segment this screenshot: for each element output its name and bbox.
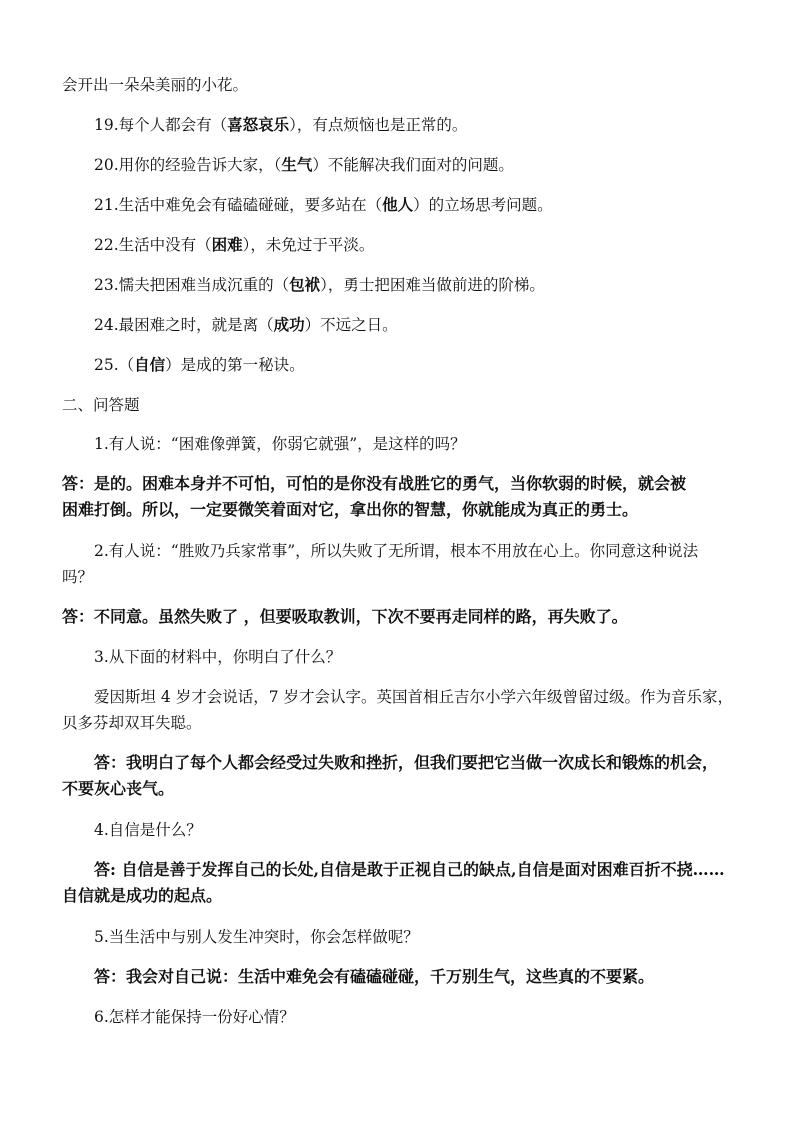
question-4: 4.自信是什么？ — [94, 821, 202, 839]
question-5: 5.当生活中与别人发生冲突时，你会怎样做呢？ — [94, 928, 419, 946]
fill-answer: 生气 — [281, 155, 313, 174]
answer-3-line-1: 答：我明白了每个人都会经受过失败和挫折，但我们要把它当做一次成长和锻炼的机会， — [94, 753, 719, 772]
fill-item-22: 22.生活中没有（困难），未免过于平淡。 — [94, 235, 375, 254]
material-3-line-1: 爱因斯坦 4 岁才会说话，7 岁才会认字。英国首相丘吉尔小学六年级曾留过级。作为音乐家， — [94, 688, 734, 706]
question-1: 1.有人说：“困难像弹簧，你弱它就强”，是这样的吗？ — [94, 435, 466, 453]
answer-4-line-2: 自信就是成功的起点。 — [62, 886, 223, 905]
answer-4-line-1: 答: 自信是善于发挥自己的长处,自信是敢于正视自己的缺点,自信是面对困难百折不挠…… — [94, 860, 725, 879]
answer-5: 答：我会对自己说：生活中难免会有磕磕碰碰，千万别生气，这些真的不要紧。 — [94, 967, 655, 986]
answer-2: 答：不同意。虽然失败了 ，但要吸取教训，下次不要再走同样的路，再失败了。 — [62, 607, 628, 626]
answer-1-line-1: 答：是的。困难本身并不可怕，可怕的是你没有战胜它的勇气，当你软弱的时候，就会被 — [62, 474, 687, 493]
question-3: 3.从下面的材料中，你明白了什么？ — [94, 648, 342, 666]
fill-item-25: 25.（自信）是成的第一秘诀。 — [94, 355, 305, 374]
answer-3-line-2: 不要灰心丧气。 — [62, 779, 175, 798]
fill-answer: 自信 — [134, 355, 166, 374]
question-6: 6.怎样才能保持一份好心情？ — [94, 1008, 295, 1026]
fill-answer: 他人 — [382, 195, 414, 214]
fill-item-23: 23.懦夫把困难当成沉重的（包袱），勇士把困难当做前进的阶梯。 — [94, 275, 545, 294]
question-2-line-2: 吗？ — [62, 568, 94, 586]
fill-answer: 成功 — [273, 315, 305, 334]
fill-answer: 喜怒哀乐 — [227, 115, 290, 134]
material-3-line-2: 贝多芬却双耳失聪。 — [62, 714, 202, 732]
intro-line: 会开出一朵朵美丽的小花。 — [62, 76, 249, 94]
fill-answer: 包袱 — [289, 275, 321, 294]
question-2-line-1: 2.有人说：“胜败乃兵家常事”，所以失败了无所谓，根本不用放在心上。你同意这种说法 — [94, 542, 699, 560]
fill-item-24: 24.最困难之时，就是离（成功）不远之日。 — [94, 315, 398, 334]
fill-answer: 困难 — [211, 235, 243, 254]
section-heading: 二、问答题 — [62, 396, 140, 414]
fill-item-19: 19.每个人都会有（喜怒哀乐），有点烦恼也是正常的。 — [94, 115, 468, 134]
fill-item-21: 21.生活中难免会有磕磕碰碰，要多站在（他人）的立场思考问题。 — [94, 195, 553, 214]
answer-1-line-2: 困难打倒。所以，一定要微笑着面对它，拿出你的智慧，你就能成为真正的勇士。 — [62, 500, 639, 519]
fill-item-20: 20.用你的经验告诉大家，（生气）不能解决我们面对的问题。 — [94, 155, 514, 174]
